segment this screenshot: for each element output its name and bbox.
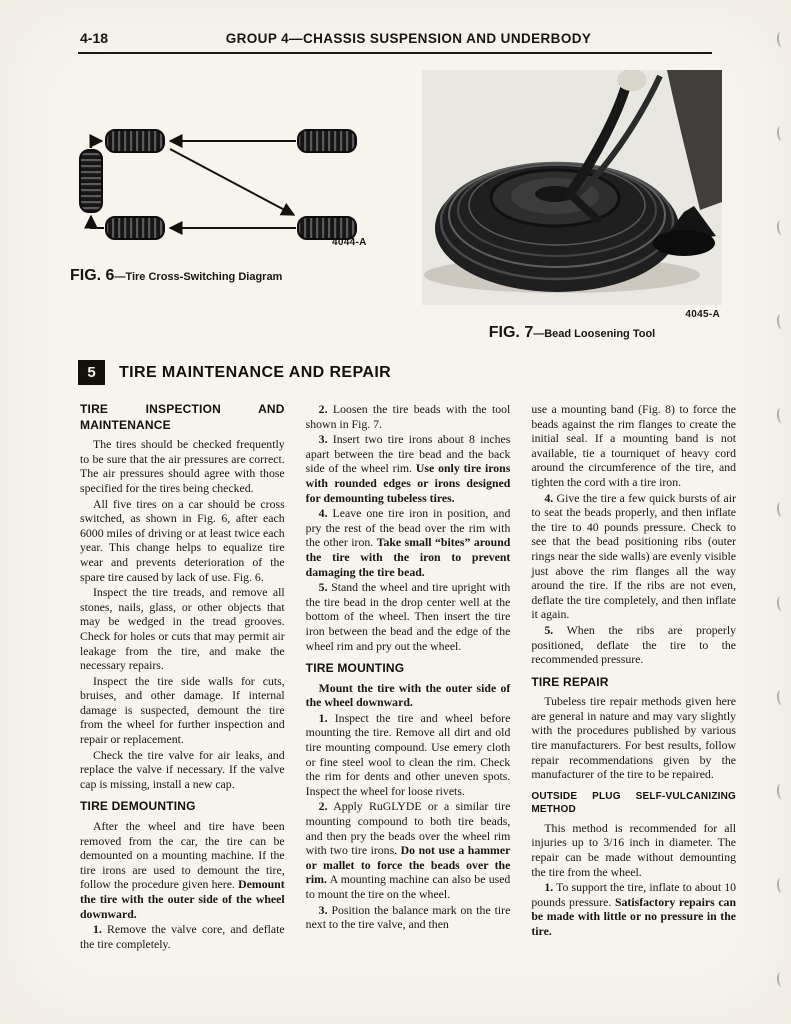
rotation-arrow [170,149,294,215]
body-paragraph [306,432,511,505]
rotation-arrow [91,141,102,148]
bold-text-run: Mount the tire with the outer side of the wheel downward. [305,680,511,710]
scan-artifact-mark [776,690,784,706]
text-run: Loosen the tire beads with the tool shown in Fig. 7. [305,402,511,431]
bold-text-run: 4. [318,506,328,521]
figure-6-label: FIG. 6 [70,267,115,284]
body-paragraph [80,748,285,792]
text-column-1 [80,402,285,952]
section-number-box: 5 [78,360,105,385]
text-run: Inspect the tire treads, and remove all stones, nails, glass, or other objects that may be wedged in the tread grooves. Check for holes or cuts that may permit air leakage from the tire, and make the necessary repairs. [80,585,285,673]
text-run: Check the tire valve for air leaks, and replace the valve if necessary. If the valve cap is missing, install a new cap. [80,747,285,791]
body-paragraph [306,799,511,901]
body-paragraph [531,880,736,938]
body-paragraph [306,903,511,932]
text-run: When the ribs are properly positioned, deflate the tire to the recommended pressure. [531,622,737,667]
scan-artifact-mark [776,502,784,518]
bold-text-run: 2. [318,402,328,416]
bold-text-run: Satisfactory repairs can be made with little or no pressure in the tire. [531,894,737,938]
bold-text-run: 1. [93,922,102,937]
column-heading: TIRE INSPECTION AND MAINTENANCE [80,402,285,432]
scan-artifact-mark [776,596,784,612]
bold-text-run: 5. [544,622,554,637]
rear-right-tire-icon [298,217,356,239]
text-run: Insert two tire irons about 8 inches apart between the tire bead and the back side of the wheel rim. [305,432,511,476]
figure-7-caption-text: —Bead Loosening Tool [533,328,656,340]
text-run: All five tires on a car should be cross switched, as shown in Fig. 6, after each 6000 miles of driving or at least twice each year. This change helps to equalize tire wear and prevents deterioration of the spare tire caused by lack of use. Fig. 6. [80,496,285,584]
bold-text-run: 3. [318,902,328,917]
text-run: A mounting machine can also be used to mount the tire on the wheel. [305,872,511,901]
text-run: Inspect the tire and wheel before mounting the tire. Remove all dirt and old tire mounting compound. Use emery cloth or fine steel wool to clean the rim. Check the rim for dents and other uneven spots. Inspect the wheel for loose rivets. [305,710,511,798]
body-paragraph [306,711,511,799]
rear-left-tire-icon [106,217,164,239]
body-paragraph [306,506,511,579]
body-paragraph [306,681,511,710]
figure-7-caption [422,324,722,342]
front-left-tire-icon [106,130,164,152]
rotation-arrow [91,216,104,228]
body-paragraph [80,922,285,951]
bold-text-run: Do not use a hammer or mallet to force the beads over the rim. [305,843,511,887]
scan-artifact-mark [776,32,784,48]
text-run: use a mounting band (Fig. 8) to force the beads against the rim flanges to create the initial seal. If a mounting band is not available, tie a tourniquet of heavy cord around the circumference of the tire, and tighten the cord with a tire iron. [531,402,737,489]
text-column-2 [306,402,511,952]
text-run: This method is recommended for all injuries up to 3/16 inch in diameter. The repair can be made without demounting the tire from the wheel. [531,820,737,879]
bold-text-run: 3. [318,432,328,447]
text-run: Inspect the tire side walls for cuts, bruises, and other damage. If internal damage is suspected, demount the tire from the wheel for further inspection and repair or replacement. [80,673,285,747]
body-paragraph [80,437,285,495]
header-rule [78,52,712,54]
bold-text-run: 5. [318,580,328,595]
figures-row [0,60,791,360]
scan-artifact-mark [776,972,784,988]
body-paragraph [531,694,736,782]
body-paragraph [531,402,736,490]
body-paragraph [306,580,511,653]
body-paragraph [80,819,285,921]
body-paragraph [80,585,285,673]
text-run: Remove the valve core, and deflate the tire completely. [80,922,285,951]
bold-text-run: Use only tire irons with rounded edges or irons designed for demounting tubeless tires. [305,461,511,505]
figure-6-caption [70,267,400,285]
spare-tire-icon [80,150,102,212]
body-paragraph [306,402,511,431]
bold-text-run: 4. [544,490,554,505]
column-heading: TIRE REPAIR [531,674,609,689]
text-run: Leave one tire iron in position, and pry the rest of the bead over the rim with the other iron. [305,506,511,550]
column-subheading: OUTSIDE PLUG SELF-VULCANIZING METHOD [531,790,737,816]
figure-7-part-code: 4045-A [685,309,720,320]
bold-text-run: 1. [544,880,554,895]
text-run: Stand the wheel and tire upright with the tire bead in the drop center well at the bottom of the wheel. Then insert the tire iron between the bead and the edge of the wheel rim and pry out the wheel. [305,580,511,653]
figure-6-caption-text: —Tire Cross-Switching Diagram [114,271,283,283]
text-run: The tires should be checked frequently to be sure that the air pressures are correct. The air pressures should agree with those specified for the tires being checked. [80,437,285,495]
body-paragraph [80,497,285,585]
section-title: TIRE MAINTENANCE AND REPAIR [119,363,392,381]
column-heading: TIRE MOUNTING [305,661,405,676]
text-run: Tubeless tire repair methods given here are general in nature and may vary slightly with the procedures published by various tire manufacturers. For best results, follow repair recommendations given by the manufacturer of the tire to be repaired. [531,694,737,782]
bold-text-run: Take small “bites” around the tire with the iron to prevent damaging the tire bead. [305,535,511,579]
bold-text-run: 2. [318,799,328,814]
figure-7 [422,70,722,342]
bead-loosening-tool-photo [422,70,722,305]
body-paragraph [531,491,736,622]
scan-artifact-mark [776,878,784,894]
figure-6-part-code: 4044-A [332,237,367,248]
text-run: Give the tire a few quick bursts of air to seat the beads properly, and then inflate the tire to 40 pounds pressure. Check to see that the bead positioning ribs (outer rings near the side walls) are evenly visible just above the rim flanges all the way around the tire. If the ribs are not even, deflate the tire completely, and then inflate it again. [531,490,737,622]
header-title: GROUP 4—CHASSIS SUSPENSION AND UNDERBODY [225,31,592,46]
bold-text-run: 1. [318,710,328,725]
page-header [80,30,709,46]
front-right-tire-icon [298,130,356,152]
column-heading: TIRE DEMOUNTING [80,799,196,814]
text-run: To support the tire, inflate to about 10 pounds pressure. [531,880,737,909]
figure-7-label: FIG. 7 [488,324,534,341]
body-paragraph [531,623,736,667]
body-paragraph [531,821,736,879]
scan-artifact-mark [776,784,784,800]
figure-6 [70,105,400,285]
tire-cross-switching-diagram [70,105,390,255]
page-number: 4-18 [80,30,109,46]
scan-artifact-mark [776,408,784,424]
text-run: Apply RuGLYDE or a similar tire mounting compound to both tire beads, and then pry the beads over the wheel rim with two tire irons. [305,799,511,858]
text-run: After the wheel and tire have been removed from the car, the tire can be demounted on a mounting machine. If the tire irons are used to demount the tire, follow the procedure given here. [80,819,285,892]
section-heading [78,360,391,385]
text-columns [80,402,736,952]
text-column-3 [531,402,736,952]
text-run: Position the balance mark on the tire next to the tire valve, and then [305,902,511,932]
bold-text-run: Demount the tire with the outer side of the wheel downward. [80,877,285,921]
body-paragraph [80,674,285,747]
